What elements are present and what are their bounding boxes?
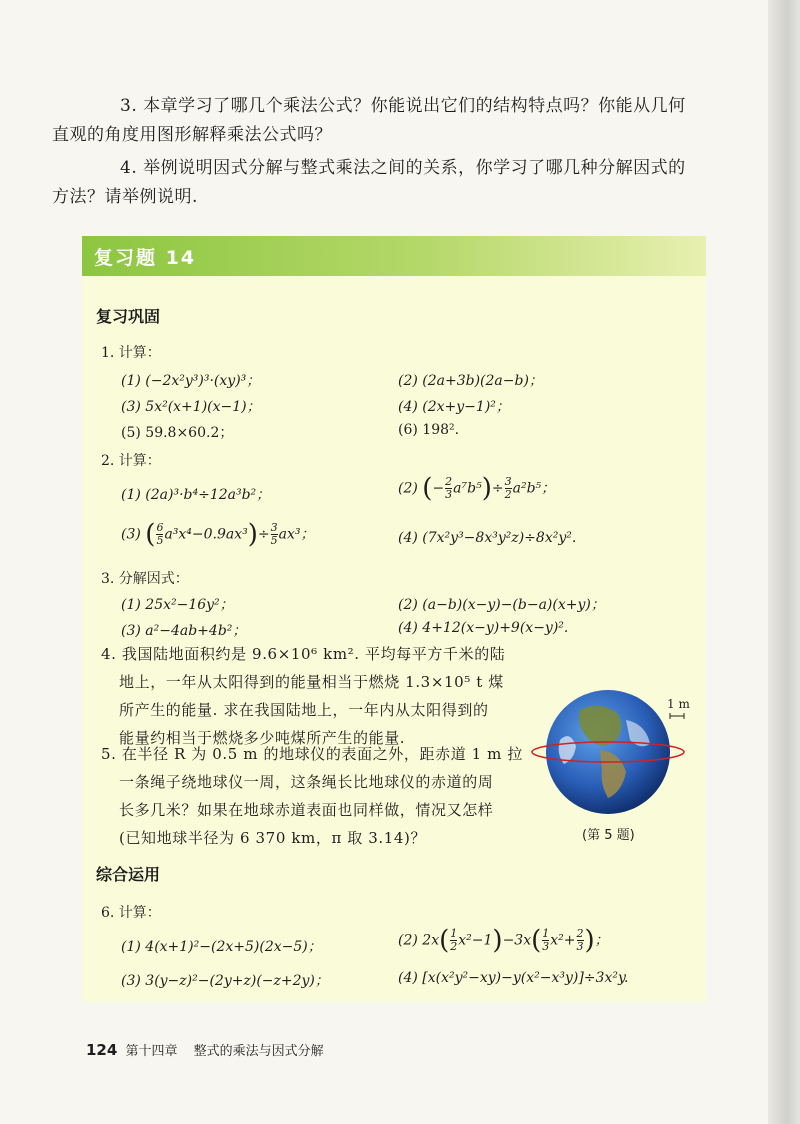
problem-2-item-2: (2) (− $\frac{2}{3}$ a⁷b⁵)÷ $\frac{3}{2}$ a²b⁵； (398, 473, 556, 504)
chapter-title: 整式的乘法与因式分解 (193, 1044, 324, 1059)
section-review-consolidate: 复习巩固 (96, 307, 161, 326)
fraction-1-2: $\frac{1}{2}$ (450, 927, 458, 953)
problem-6-item-3: (3) 3(y−z)²−(2y+z)(−z+2y)； (121, 973, 329, 989)
section-comprehensive-use: 综合运用 (96, 865, 161, 884)
fraction-3-2: $\frac{3}{2}$ (504, 475, 512, 501)
problem-3-item-4: (4) 4+12(x−y)+9(x−y)². (398, 620, 569, 636)
problem-6-label: 6. 计算： (101, 905, 161, 921)
fraction-2-3-b: $\frac{2}{3}$ (576, 927, 584, 953)
problem-6-item-1: (1) 4(x+1)²−(2x+5)(2x−5)； (121, 939, 322, 955)
problem-1-item-5: (5) 59.8×60.2； (121, 425, 234, 441)
problem-2-item-4: (4) (7x²y³−8x³y²z)÷8x²y². (398, 530, 577, 546)
chapter-label: 第十四章 (125, 1044, 178, 1059)
problem-4-line-2: 地上，一年从太阳得到的能量相当于燃烧 1.3×10⁵ t 煤 (119, 673, 504, 691)
fraction-6-5: $\frac{6}{5}$ (156, 521, 164, 547)
problem-4-line-1: 4. 我国陆地面积约是 9.6×10⁶ km². 平均每平方千米的陆 (101, 645, 506, 663)
problem-4-line-4: 能量约相当于燃烧多少吨煤所产生的能量. (119, 729, 406, 747)
problem-6-item-2: (2) 2x( $\frac{1}{2}$ x²−1)−3x( $\frac{1}{3}$ x²+ $\frac{2}{3}$ )； (398, 925, 609, 956)
question-3: 3. 本章学习了哪几个乘法公式？你能说出它们的结构特点吗？你能从几何 直观的角度用图形解释乘法公式吗？ (52, 96, 686, 145)
problem-1-item-2: (2) (2a+3b)(2a−b)； (398, 373, 543, 389)
figure-label: 1 m (667, 697, 690, 711)
problem-1-label: 1. 计算： (101, 345, 161, 361)
problem-1-item-1: (1) (−2x²y³)³·(xy)³； (121, 373, 261, 389)
problem-5-line-1: 5. 在半径 R 为 0.5 m 的地球仪的表面之外，距赤道 1 m 拉 (101, 745, 523, 763)
fraction-2-3: $\frac{2}{3}$ (445, 475, 453, 501)
problem-1-item-3: (3) 5x²(x+1)(x−1)； (121, 399, 261, 415)
problem-4-line-3: 所产生的能量. 求在我国陆地上，一年内从太阳得到的 (119, 701, 489, 719)
problem-2-label: 2. 计算： (101, 453, 161, 469)
earth-globe-figure (530, 680, 700, 820)
fraction-1-3: $\frac{1}{3}$ (542, 927, 550, 953)
page-footer (86, 1040, 324, 1059)
problem-5-line-4: (已知地球半径为 6 370 km，π 取 3.14)？ (119, 829, 427, 847)
review-panel (82, 236, 706, 1002)
fraction-3-5: $\frac{3}{5}$ (270, 521, 278, 547)
problem-1-item-6: (6) 198². (398, 422, 460, 438)
page-number: 124 (86, 1041, 118, 1059)
problem-2-item-3: (3) ( $\frac{6}{5}$ a³x⁴−0.9ax³)÷ $\frac{3}{5}$ ax³； (121, 519, 315, 550)
problem-3-label: 3. 分解因式： (101, 571, 189, 587)
problem-3-item-1: (1) 25x²−16y²； (121, 597, 234, 613)
problem-5-line-3: 长多几米？如果在地球赤道表面也同样做，情况又怎样 (119, 801, 494, 819)
page-binding-edge (768, 0, 800, 1124)
problem-5 (101, 740, 523, 852)
reflection-questions (52, 92, 736, 216)
problem-3-item-2: (2) (a−b)(x−y)−(b−a)(x+y)； (398, 597, 605, 613)
problem-6-item-4: (4) [x(x²y²−xy)−y(x²−x³y)]÷3x²y. (398, 970, 629, 986)
problem-5-line-2: 一条绳子绕地球仪一周，这条绳长比地球仪的赤道的周 (119, 773, 494, 791)
problem-3-item-3: (3) a²−4ab+4b²； (121, 623, 247, 639)
question-4: 4. 举例说明因式分解与整式乘法之间的关系，你学习了哪几种分解因式的 方法？请举例说明. (52, 158, 686, 207)
problem-2-item-1: (1) (2a)³·b⁴÷12a³b²； (121, 487, 271, 503)
problem-1-item-4: (4) (2x+y−1)²； (398, 399, 510, 415)
review-title: 复习题 14 (94, 247, 197, 269)
figure-caption: (第 5 题) (582, 828, 635, 843)
problem-4 (101, 640, 505, 752)
